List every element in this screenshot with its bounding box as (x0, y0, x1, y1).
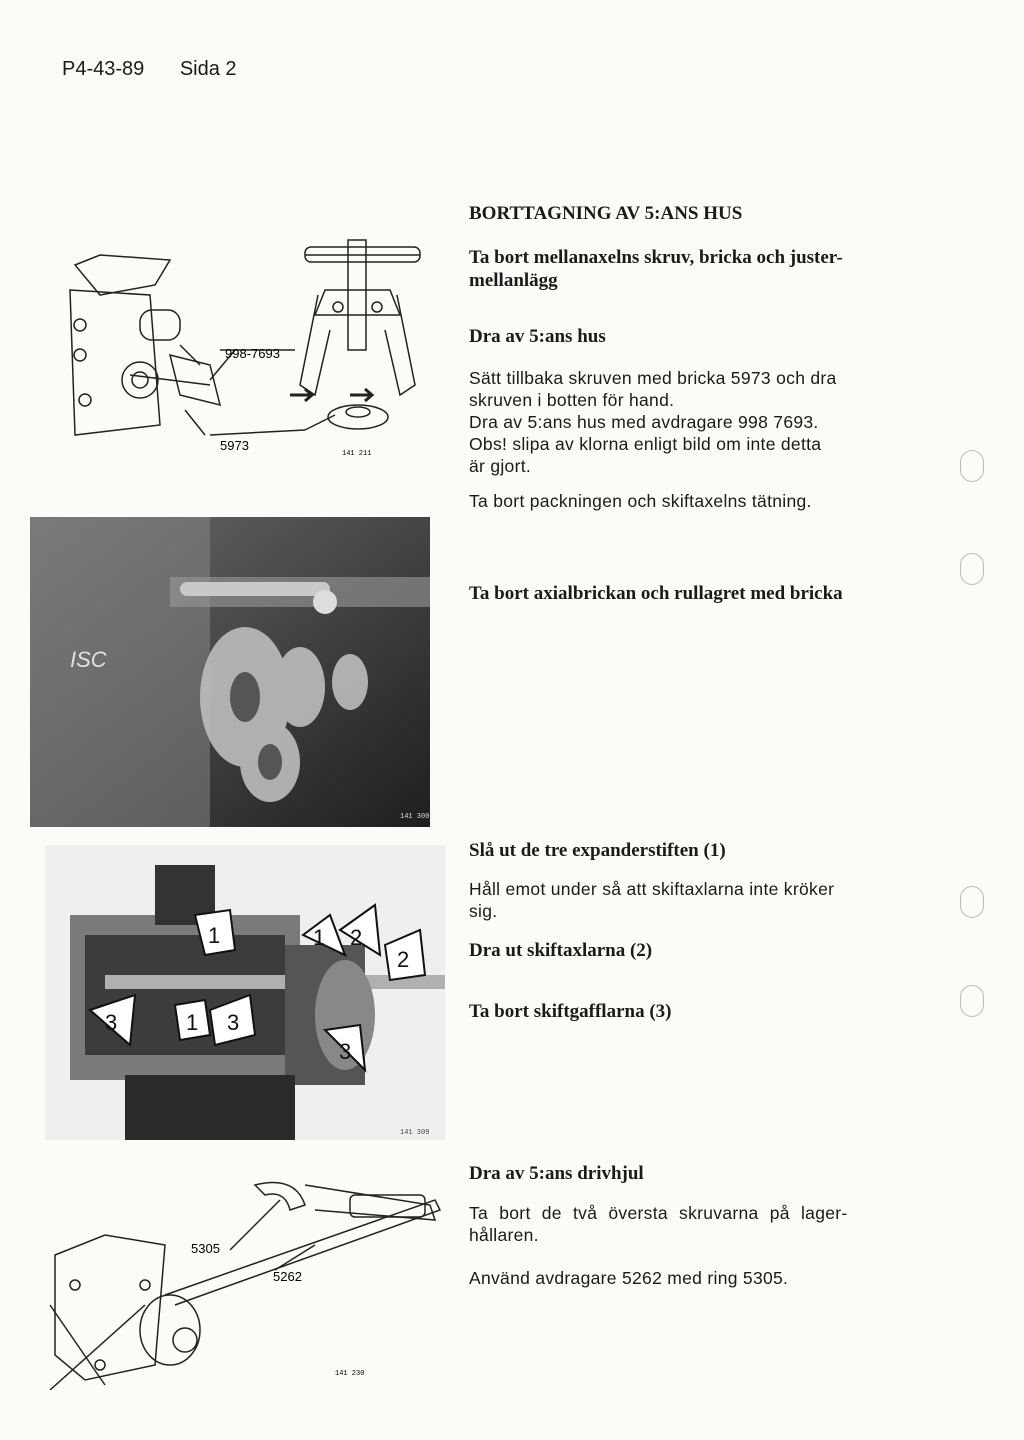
instruction-use-puller: Använd avdragare 5262 med ring 5305. (469, 1268, 789, 1288)
subheading-pull-housing: Dra av 5:ans hus (469, 326, 606, 347)
binder-hole (960, 886, 984, 918)
page-header (62, 58, 267, 81)
instruction-remove-gasket: Ta bort packningen och skiftaxelns tätning. (469, 491, 812, 511)
housing-marking: ISC (70, 647, 107, 672)
label-998-7693: 998-7693 (225, 346, 280, 361)
callout-1: 1 (313, 925, 326, 950)
callout-1: 1 (186, 1010, 199, 1035)
instruction-line: Ta bort mellanaxelns skruv, bricka och juster- (469, 247, 843, 268)
binder-hole (960, 553, 984, 585)
instruction-hold-shafts (469, 878, 834, 922)
instruction-pull-shift-rails: Dra ut skiftaxlarna (2) (469, 940, 653, 961)
instruction-line: hållaren. (469, 1225, 539, 1245)
instruction-line: mellanlägg (469, 270, 558, 291)
figure-number: 141 309 (400, 1129, 430, 1137)
figure-number: 141 211 (342, 450, 372, 458)
shift-rails-photo (45, 845, 445, 1140)
puller-drawing (60, 235, 440, 465)
label-5305: 5305 (191, 1241, 220, 1256)
instruction-pull-housing (469, 367, 837, 477)
instruction-line: Obs! slipa av klorna enligt bild om inte detta (469, 434, 822, 454)
callout-1: 1 (208, 923, 221, 948)
instruction-line: sig. (469, 901, 498, 921)
binder-hole (960, 985, 984, 1017)
figure-drive-gear-drawing (45, 1175, 445, 1390)
figure-number: 141 300 (400, 813, 430, 821)
binder-hole (960, 450, 984, 482)
label-5973: 5973 (220, 438, 249, 453)
figure-photo-shift-rails (45, 845, 445, 1140)
figure-number: 141 230 (335, 1370, 365, 1378)
doc-code: P4-43-89 (62, 58, 145, 80)
instruction-line: Håll emot under så att skiftaxlarna inte kröker (469, 879, 835, 899)
callout-2: 2 (350, 925, 363, 950)
instruction-remove-bolts (469, 1202, 848, 1246)
instruction-line: är gjort. (469, 456, 532, 476)
instruction-line: Dra av 5:ans hus med avdragare 998 7693. (469, 412, 819, 432)
subheading-pull-drive-gear: Dra av 5:ans drivhjul (469, 1163, 644, 1184)
instruction-line: Ta bort de två översta skruvarna på lager- (469, 1203, 848, 1223)
callout-3: 3 (339, 1039, 352, 1064)
instruction-remove-shift-forks: Ta bort skiftgafflarna (3) (469, 1001, 672, 1022)
instruction-line: skruven i botten för hand. (469, 390, 675, 410)
callout-2: 2 (397, 947, 410, 972)
callout-3: 3 (227, 1010, 240, 1035)
callout-3: 3 (105, 1010, 118, 1035)
instruction-line: Sätt tillbaka skruven med bricka 5973 och dra (469, 368, 837, 388)
figure-photo-gearbox (30, 517, 430, 827)
instruction-expansion-pins: Slå ut de tre expanderstiften (1) (469, 840, 726, 861)
label-5262: 5262 (273, 1269, 302, 1284)
figure-puller-drawing (60, 235, 440, 465)
gearbox-photo (30, 517, 430, 827)
drive-gear-drawing (45, 1175, 445, 1390)
instruction-remove-thrust-washer: Ta bort axialbrickan och rullagret med bricka (469, 583, 843, 604)
section-title: BORTTAGNING AV 5:ANS HUS (469, 203, 743, 224)
page-number: Sida 2 (179, 58, 237, 80)
instruction-remove-shaft-screw (469, 246, 843, 292)
